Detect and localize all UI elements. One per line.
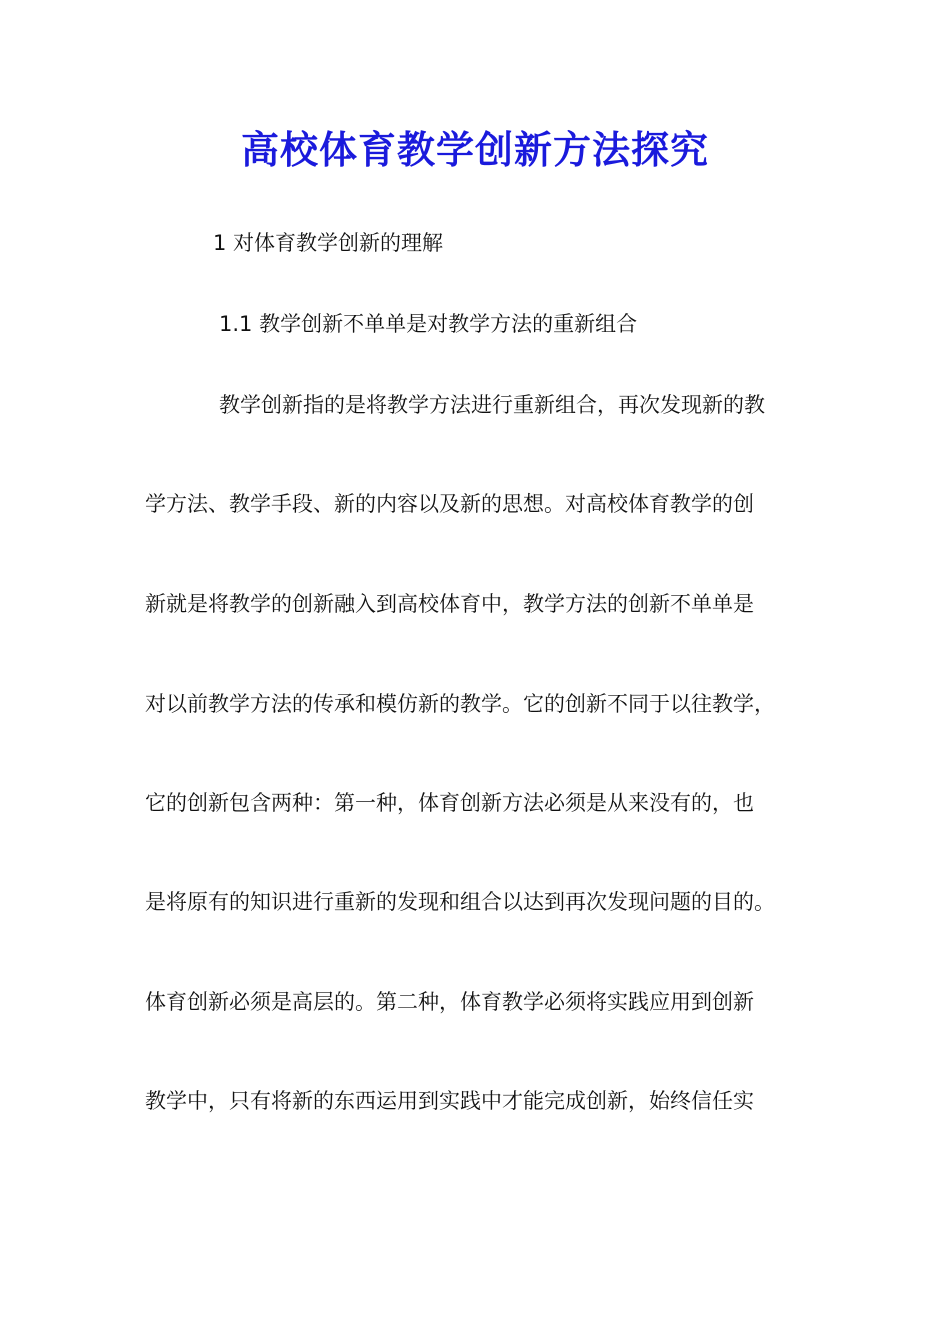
document-title: 高校体育教学创新方法探究 <box>240 127 709 172</box>
paragraph-line: 它的创新包含两种：第一种，体育创新方法必须是从来没有的，也 <box>145 791 754 815</box>
paragraph-line: 学方法、教学手段、新的内容以及新的思想。对高校体育教学的创 <box>145 492 754 516</box>
section-heading: 1 对体育教学创新的理解 <box>213 231 444 255</box>
paragraph-line: 是将原有的知识进行重新的发现和组合以达到再次发现问题的目的。 <box>145 890 775 914</box>
paragraph-line: 教学创新指的是将教学方法进行重新组合，再次发现新的教 <box>219 393 765 417</box>
paragraph-line: 对以前教学方法的传承和模仿新的教学。它的创新不同于以往教学， <box>145 692 775 716</box>
paragraph-line: 新就是将教学的创新融入到高校体育中，教学方法的创新不单单是 <box>145 592 754 616</box>
paragraph-line: 教学中，只有将新的东西运用到实践中才能完成创新，始终信任实 <box>145 1089 754 1113</box>
subsection-heading: 1.1 教学创新不单单是对教学方法的重新组合 <box>219 312 638 336</box>
paragraph-line: 体育创新必须是高层的。第二种，体育教学必须将实践应用到创新 <box>145 990 754 1014</box>
